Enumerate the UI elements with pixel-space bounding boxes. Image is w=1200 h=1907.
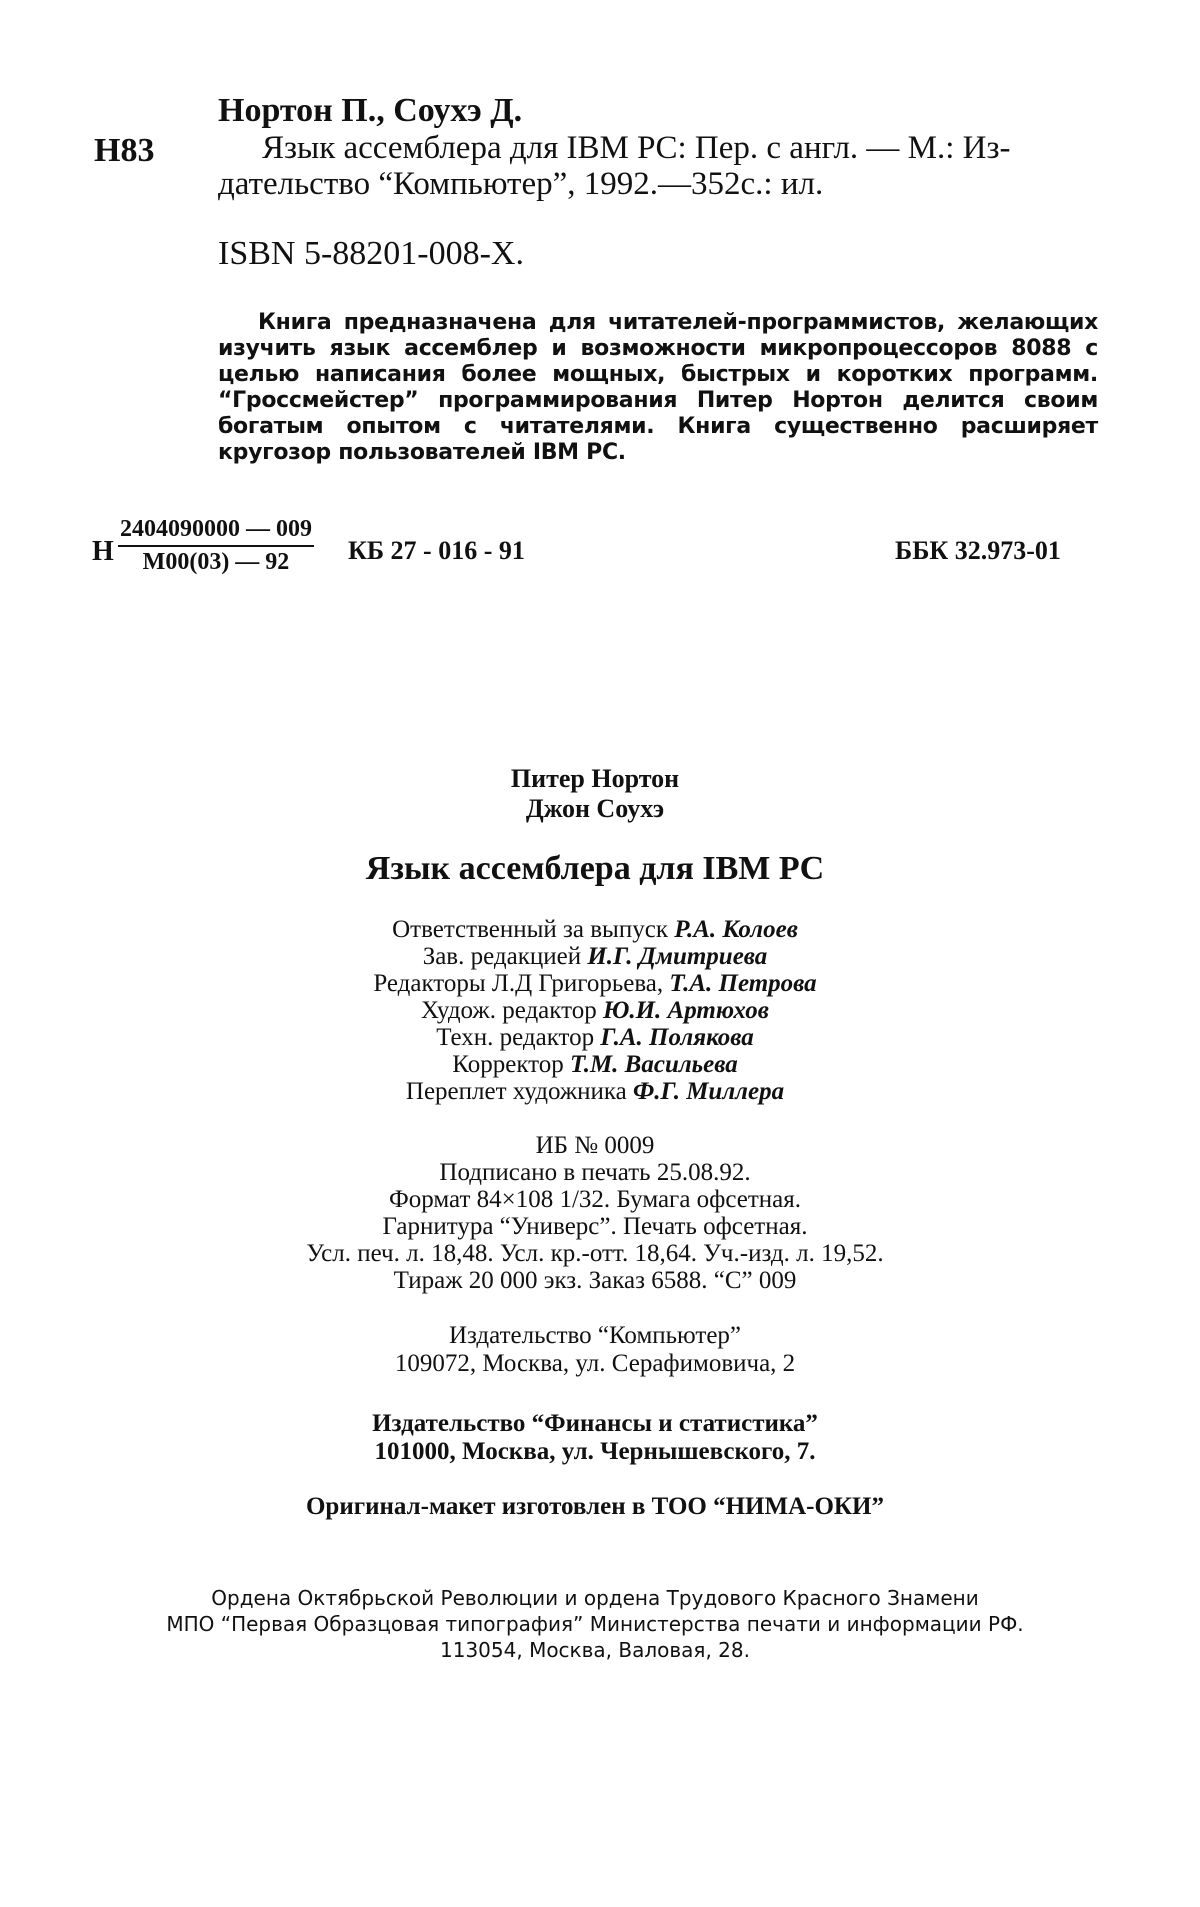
- printing-line: 113054, Москва, Валовая, 28.: [440, 1638, 750, 1662]
- credit-name: И.Г. Дмитриева: [587, 943, 768, 970]
- index-fraction: [118, 516, 314, 576]
- layout-note: Оригинал-макет изготовлен в ТОО “НИМА-ОКИ”: [305, 1493, 884, 1520]
- publisher-1-name: Издательство “Компьютер”: [448, 1322, 742, 1349]
- publisher-2: [0, 1410, 1195, 1466]
- credit-line: [0, 1024, 1195, 1051]
- catalog-code: Н83: [94, 132, 155, 169]
- annotation: Книга предназначена для читателей-программистов, желающих изучить язык ассемблер и возможности микропроцессоров 8088 с целью написания более мощных, быстрых и коротких программ. “Гроссмейстер” программирования Питер Нортон делится своим богатым опытом с читателями. Книга существенно расширяет кругозор пользователей IBM PC.: [218, 310, 1098, 465]
- credit-role: Техн. редактор: [436, 1024, 595, 1051]
- credit-role: Худож. редактор: [421, 997, 597, 1024]
- credit-role: Редакторы Л.Д Григорьева,: [373, 970, 664, 997]
- pub-line: Гарнитура “Универс”. Печать офсетная.: [382, 1213, 808, 1240]
- catalog-title-line-2: дательство “Компьютер”, 1992.—352с.: ил.: [218, 166, 824, 202]
- colophon-author-1: Питер Нортон: [510, 764, 680, 793]
- index-numerator: 2404090000 — 009: [118, 516, 314, 547]
- isbn: ISBN 5-88201-008-X.: [218, 235, 524, 272]
- kb-code: КБ 27 - 016 - 91: [348, 536, 525, 565]
- credit-role: Ответственный за выпуск: [392, 916, 668, 943]
- publisher-2-address: 101000, Москва, ул. Чернышевского, 7.: [374, 1438, 816, 1465]
- pub-line: Усл. печ. л. 18,48. Усл. кр.-отт. 18,64. Уч.-изд. л. 19,52.: [306, 1240, 884, 1267]
- index-letter: Н: [92, 536, 114, 567]
- pub-line: Подписано в печать 25.08.92.: [439, 1159, 751, 1186]
- credit-line: [0, 1078, 1195, 1105]
- credit-name: Ю.И. Артюхов: [602, 997, 769, 1024]
- printing-line: Ордена Октябрьской Революции и ордена Трудового Красного Знамени: [211, 1586, 979, 1610]
- pub-line: ИБ № 0009: [535, 1132, 655, 1159]
- credit-line: [0, 916, 1195, 943]
- credit-line: [0, 943, 1195, 970]
- credit-name: Т.М. Васильева: [570, 1051, 738, 1078]
- catalog-title-line: Язык ассемблера для IBM PC: Пер. с англ. — М.: Из-: [262, 130, 1011, 166]
- credit-line: [0, 1051, 1195, 1078]
- credit-name: Т.А. Петрова: [669, 970, 817, 997]
- credits-list: [0, 916, 1195, 1105]
- printing-house: [0, 1585, 1195, 1663]
- credit-role: Переплет художника: [405, 1078, 627, 1105]
- colophon-author-2: Джон Соухэ: [525, 794, 665, 823]
- catalog-authors: Нортон П., Соухэ Д.: [218, 92, 523, 129]
- bbk-code: ББК 32.973-01: [895, 536, 1061, 565]
- publisher-2-name: Издательство “Финансы и статистика”: [372, 1410, 818, 1437]
- printing-line: МПО “Первая Образцовая типография” Министерства печати и информации РФ.: [166, 1612, 1024, 1636]
- publisher-1: [0, 1322, 1195, 1378]
- publication-info: [0, 1132, 1195, 1294]
- pub-line: Формат 84×108 1/32. Бумага офсетная.: [388, 1186, 802, 1213]
- colophon-book-title: Язык ассемблера для IBM PC: [365, 850, 825, 887]
- credit-line: [0, 970, 1195, 997]
- pub-line: Тираж 20 000 экз. Заказ 6588. “С” 009: [393, 1267, 797, 1294]
- credit-name: Ф.Г. Миллера: [632, 1078, 785, 1105]
- credit-role: Корректор: [452, 1051, 564, 1078]
- credit-name: Р.А. Колоев: [674, 916, 798, 943]
- publisher-1-address: 109072, Москва, ул. Серафимовича, 2: [394, 1350, 796, 1377]
- credit-line: [0, 997, 1195, 1024]
- credit-role: Зав. редакцией: [422, 943, 582, 970]
- index-denominator: М00(03) — 92: [142, 549, 290, 575]
- credit-name: Г.А. Полякова: [600, 1024, 754, 1051]
